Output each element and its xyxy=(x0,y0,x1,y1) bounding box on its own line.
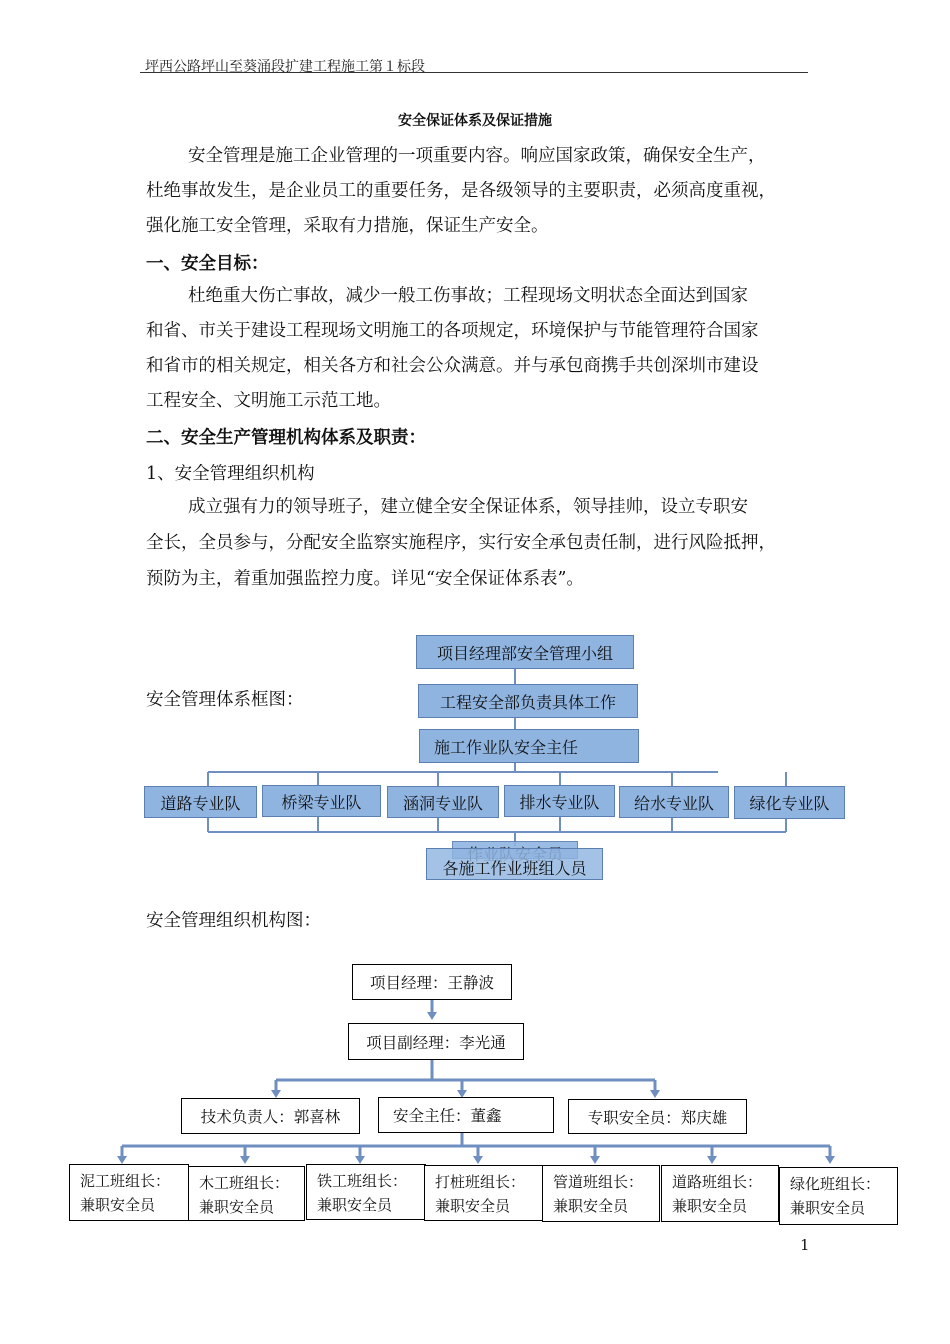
leader-duty: 兼职安全员 xyxy=(672,1197,748,1215)
intro-line-1: 安全管理是施工企业管理的一项重要内容。响应国家政策，确保安全生产， xyxy=(188,146,766,166)
org-safety-director-box: 安全主任：董鑫 xyxy=(378,1097,554,1133)
team-box-culvert: 涵洞专业队 xyxy=(387,786,499,818)
org-leader-box xyxy=(779,1167,898,1225)
org-deputy-box: 项目副经理：李光通 xyxy=(348,1023,524,1060)
framework-second-box: 工程安全部负责具体工作 xyxy=(418,684,638,718)
org-leader-box xyxy=(661,1165,779,1222)
leader-role: 绿化班组长： xyxy=(790,1175,881,1193)
framework-top-box: 项目经理部安全管理小组 xyxy=(416,635,634,669)
team-box-bridge: 桥梁专业队 xyxy=(262,785,381,817)
page-number: 1 xyxy=(800,1236,810,1254)
team-box-water: 给水专业队 xyxy=(619,786,729,818)
org-leader-box xyxy=(306,1164,426,1220)
org-leader-box xyxy=(188,1166,305,1221)
section1-line-2: 和省、市关于建设工程现场文明施工的各项规定，环境保护与节能管理符合国家 xyxy=(146,321,759,341)
framework-label: 安全管理体系框图： xyxy=(146,690,304,710)
section2-heading: 二、安全生产管理机构体系及职责： xyxy=(146,428,426,448)
section2-line-3: 预防为主，着重加强监控力度。详见“安全保证体系表”。 xyxy=(146,569,584,589)
org-leader-box xyxy=(69,1164,189,1221)
intro-line-2: 杜绝事故发生，是企业员工的重要任务，是各级领导的主要职责，必须高度重视， xyxy=(146,181,776,201)
org-chart-label: 安全管理组织机构图： xyxy=(146,911,321,931)
org-safety-officer-box: 专职安全员：郑庆雄 xyxy=(568,1099,747,1134)
section2-line-1: 成立强有力的领导班子，建立健全安全保证体系，领导挂帅，设立专职安 xyxy=(188,497,748,517)
intro-line-3: 强化施工安全管理，采取有力措施，保证生产安全。 xyxy=(146,216,549,236)
leader-role: 铁工班组长： xyxy=(317,1172,408,1190)
leader-role: 打桩班组长： xyxy=(435,1173,526,1191)
leader-duty: 兼职安全员 xyxy=(199,1198,275,1216)
team-box-greening: 绿化专业队 xyxy=(734,786,845,819)
org-tech-lead-box: 技术负责人：郭喜林 xyxy=(181,1098,360,1134)
framework-third-box: 施工作业队安全主任 xyxy=(419,729,639,763)
section2-line-2: 全长，全员参与，分配安全监察实施程序，实行安全承包责任制，进行风险抵押， xyxy=(146,533,776,553)
leader-role: 泥工班组长： xyxy=(80,1172,171,1190)
leader-role: 道路班组长： xyxy=(672,1173,763,1191)
org-leader-box xyxy=(424,1165,543,1221)
section1-line-1: 杜绝重大伤亡事故，减少一般工伤事故；工程现场文明状态全面达到国家 xyxy=(188,286,748,306)
document-header: 坪西公路坪山至葵涌段扩建工程施工第１标段 xyxy=(145,59,425,75)
leader-duty: 兼职安全员 xyxy=(80,1196,156,1214)
section1-line-3: 和省市的相关规定，相关各方和社会公众满意。并与承包商携手共创深圳市建设 xyxy=(146,356,759,376)
leader-duty: 兼职安全员 xyxy=(435,1197,511,1215)
leader-duty: 兼职安全员 xyxy=(553,1197,629,1215)
section1-line-4: 工程安全、文明施工示范工地。 xyxy=(146,391,391,411)
leader-duty: 兼职安全员 xyxy=(317,1196,393,1214)
org-manager-box: 项目经理：王静波 xyxy=(352,964,512,1000)
leader-role: 木工班组长： xyxy=(199,1174,290,1192)
team-box-road: 道路专业队 xyxy=(144,786,257,818)
section2-subheading: 1、安全管理组织机构 xyxy=(146,464,315,484)
framework-bottom-box: 各施工作业班组人员 xyxy=(426,848,603,880)
document-title: 安全保证体系及保证措施 xyxy=(398,113,552,129)
team-box-drainage: 排水专业队 xyxy=(504,785,615,817)
section1-heading: 一、安全目标： xyxy=(146,254,269,274)
leader-role: 管道班组长： xyxy=(553,1173,644,1191)
leader-duty: 兼职安全员 xyxy=(790,1199,866,1217)
org-leader-box xyxy=(542,1165,660,1222)
